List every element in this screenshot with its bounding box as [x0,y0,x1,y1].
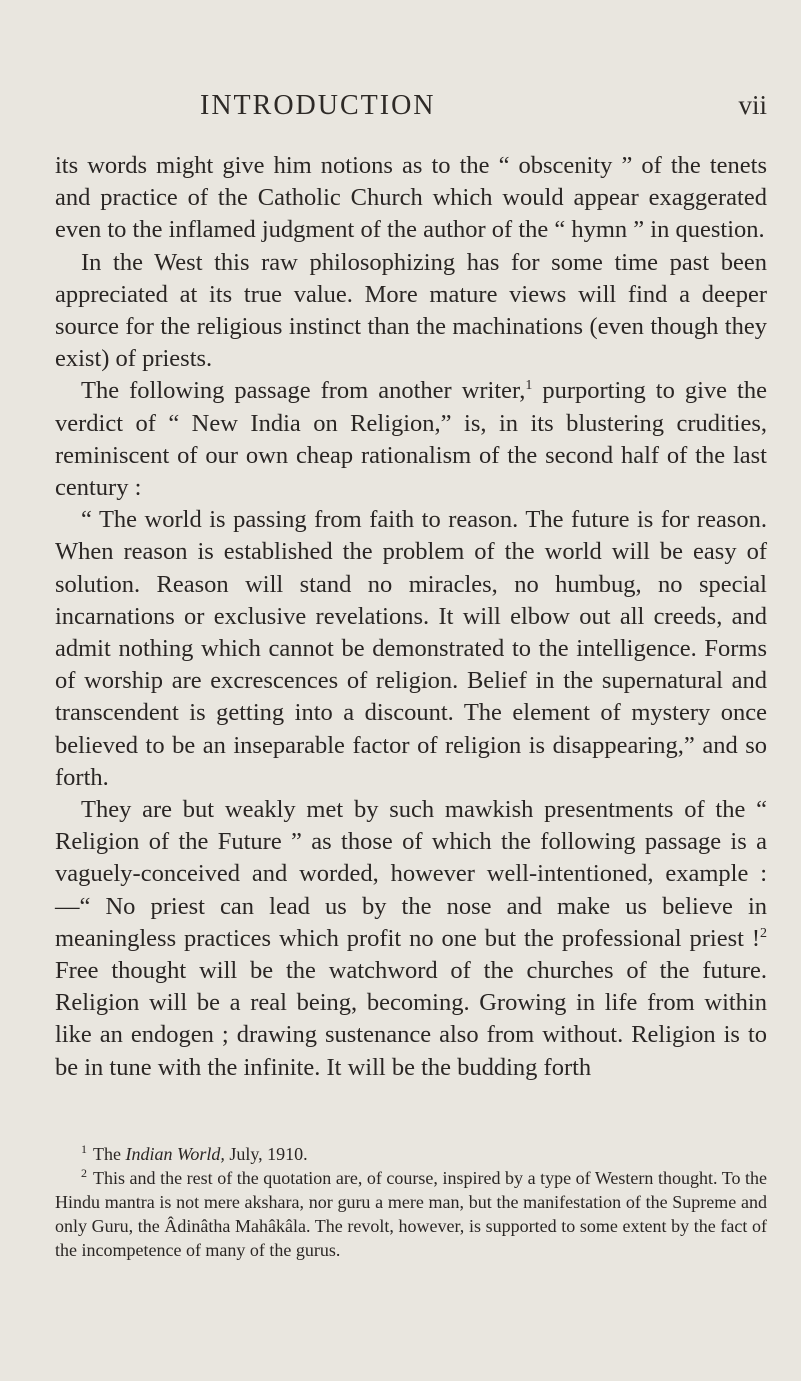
page-number: vii [738,90,767,120]
running-title: INTRODUCTION [200,90,436,121]
paragraph-5 [55,794,767,1084]
footnote-ref-2: 2 [760,925,767,941]
footnote-1-post: July, 1910. [224,1144,308,1164]
footnotes [55,1142,767,1262]
footnote-2-mark: 2 [81,1166,87,1180]
paragraph-1: its words might give him notions as to the “ obscenity ” of the tenets and practice of the Catholic Church which would appear exaggerated even to the inflamed judgment of the author of the “ hymn ” in question. [55,152,767,244]
footnote-1 [55,1142,767,1166]
running-header [55,60,767,121]
footnote-2-text: This and the rest of the quotation are, of course, inspired by a type of Western thought. To the Hindu mantra is not mere akshara, nor guru a mere man, but the manifestation of the Supreme and only Guru, the Âdinâtha Mahâkâla. The revolt, however, is supported to some extent by the fact of the incompetence of many of the gurus. [55,1168,767,1260]
paragraph-3 [55,375,767,504]
footnote-1-title: Indian World, [125,1144,225,1164]
paragraph-3-part-b: purporting to give the verdict of “ New India on Religion,” is, in its blustering crudities, reminiscent of our own cheap rationalism of the second half of the last century : [55,377,767,502]
main-text [55,150,767,1084]
footnote-1-mark: 1 [81,1142,87,1156]
footnote-2 [55,1166,767,1262]
footnote-1-pre: The [93,1144,126,1164]
block-quotation: “ The world is passing from faith to reason. The future is for reason. When reason is established the problem of the world will be easy of solution. Reason will stand no miracles, no humbug, no special incarnations or exclusive revelations. It will elbow out all creeds, and admit nothing which cannot be demonstrated to the intelligence. Forms of worship are excrescences of religion. Belief in the supernatural and transcendent is getting into a discount. The element of mystery once believed to be an inseparable factor of religion is disappearing,” and so forth. [55,506,767,791]
paragraph-5-part-a: They are but weakly met by such mawkish presentments of the “ Religion of the Future ” as those of which the following passage is a vaguely-conceived and worded, however well-intentioned, example :—“ No priest can lead us by the nose and make us believe in meaningless practices which profit no one but the professional priest ! [55,796,767,952]
paragraph-2: In the West this raw philosophizing has for some time past been appreciated at its true value. More mature views will find a deeper source for the religious instinct than the machinations (even though they exist) of priests. [55,248,767,373]
paragraph-5-part-b: Free thought will be the watchword of the churches of the future. Religion will be a real being, becoming. Growing in life from within like an endogen ; drawing sustenance also from without. Religion is to be in tune with the infinite. It will be the budding forth [55,957,767,1081]
paragraph-3-part-a: The following passage from another writer, [81,377,526,405]
footnote-ref-1: 1 [525,378,533,394]
